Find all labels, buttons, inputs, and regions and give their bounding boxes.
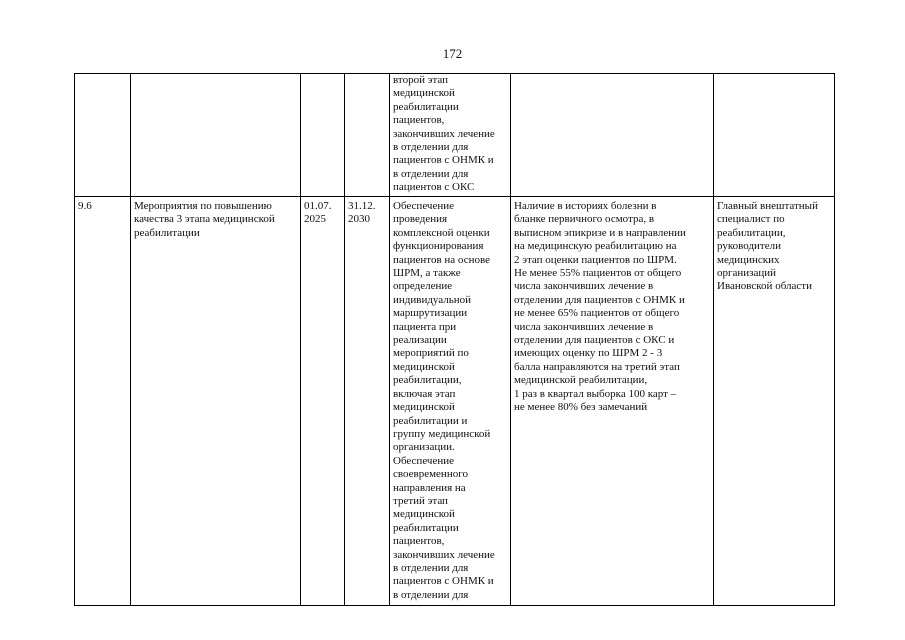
cont-desc-line: второй этап	[393, 74, 449, 86]
desc-line: третий этап	[393, 494, 448, 507]
cont-desc-line: пациентов с ОНМК и	[393, 154, 494, 167]
desc-line: индивидуальной	[393, 293, 472, 306]
cont-desc-line: в отделении для	[393, 141, 469, 154]
cont-start-cell	[301, 74, 345, 197]
start-date-line: 2025	[304, 213, 326, 226]
result-line: числа закончивших лечение в	[514, 280, 654, 293]
desc-line: реабилитации,	[393, 374, 462, 387]
result-line: 2 этап оценки пациентов по ШРМ.	[514, 253, 677, 266]
desc-line: определение	[393, 280, 453, 293]
table-row-continuation	[75, 74, 835, 197]
desc-line: функционирования	[393, 240, 484, 253]
end-date-line: 31.12.	[348, 200, 376, 212]
desc-line: своевременного	[393, 468, 468, 481]
desc-line: закончивших лечение	[393, 548, 495, 561]
result-cell	[511, 197, 714, 606]
responsible-cell	[714, 197, 835, 606]
end-date-line: 2030	[348, 213, 370, 226]
responsible-line: руководители	[717, 240, 781, 253]
desc-line: медицинской	[393, 360, 455, 373]
desc-line: Обеспечение	[393, 200, 454, 212]
result-line: отделении для пациентов с ОКС и	[514, 334, 675, 347]
cont-desc-line: в отделении для	[393, 167, 469, 180]
desc-line: Обеспечение	[393, 454, 454, 467]
cont-description-cell	[390, 74, 511, 197]
start-date-line: 01.07.	[304, 200, 332, 212]
desc-line: медицинской	[393, 508, 455, 521]
end-date-cell	[345, 197, 390, 606]
result-line: Наличие в историях болезни в	[514, 200, 657, 212]
desc-line: медицинской	[393, 401, 455, 414]
result-line: бланке первичного осмотра, в	[514, 213, 655, 226]
desc-line: реабилитации и	[393, 414, 468, 427]
desc-line: организации.	[393, 441, 455, 454]
desc-line: включая этап	[393, 387, 456, 400]
responsible-line: специалист по	[717, 213, 785, 226]
desc-line: мероприятий по	[393, 347, 469, 360]
desc-line: реализации	[393, 334, 447, 347]
desc-line: проведения	[393, 213, 448, 226]
start-date-cell	[301, 197, 345, 606]
event-cell: Мероприятия по повышению качества 3 этапа медицинской реабилитации	[131, 197, 301, 606]
desc-line: ШРМ, а также	[393, 267, 461, 280]
cont-end-cell	[345, 74, 390, 197]
result-line: 1 раз в квартал выборка 100 карт –	[514, 387, 677, 400]
desc-line: комплексной оценки	[393, 226, 490, 239]
desc-line: группу медицинской	[393, 427, 491, 440]
result-line: выписном эпикризе и в направлении	[514, 226, 686, 239]
description-cell	[390, 197, 511, 606]
cont-result-cell	[511, 74, 714, 197]
desc-line: пациентов,	[393, 535, 445, 548]
desc-line: маршрутизации	[393, 307, 468, 320]
result-line: не менее 80% без замечаний	[514, 401, 648, 414]
desc-line: в отделении для	[393, 561, 469, 574]
result-line: имеющих оценку по ШРМ 2 - 3	[514, 347, 663, 360]
result-line: числа закончивших лечение в	[514, 320, 654, 333]
cont-desc-line: закончивших лечение	[393, 127, 495, 140]
result-line: не менее 65% пациентов от общего	[514, 307, 680, 320]
result-line: балла направляются на третий этап	[514, 360, 680, 373]
result-line: медицинской реабилитации,	[514, 374, 648, 387]
cont-number-cell	[75, 74, 131, 197]
responsible-line: Ивановской области	[717, 280, 812, 293]
cont-desc-line: реабилитации	[393, 100, 459, 113]
desc-line: пациентов на основе	[393, 253, 490, 266]
desc-line: пациента при	[393, 320, 457, 333]
responsible-line: организаций	[717, 267, 777, 280]
responsible-line: реабилитации,	[717, 226, 786, 239]
responsible-line: медицинских	[717, 253, 780, 266]
desc-line: направления на	[393, 481, 466, 494]
cont-desc-line: пациентов,	[393, 114, 445, 127]
desc-line: пациентов с ОНМК и	[393, 575, 494, 588]
result-line: на медицинскую реабилитацию на	[514, 240, 677, 253]
cont-event-cell	[131, 74, 301, 197]
result-line: Не менее 55% пациентов от общего	[514, 267, 682, 280]
plan-table	[74, 73, 835, 606]
cont-desc-line: пациентов с ОКС	[393, 181, 475, 194]
result-line: отделении для пациентов с ОНМК и	[514, 293, 685, 306]
desc-line: в отделении для	[393, 588, 469, 601]
table-row-9-6	[75, 197, 835, 606]
responsible-line: Главный внештатный	[717, 200, 818, 212]
desc-line: реабилитации	[393, 521, 459, 534]
cont-desc-line: медицинской	[393, 87, 455, 100]
page-number: 172	[442, 46, 463, 61]
cont-responsible-cell	[714, 74, 835, 197]
row-number-cell: 9.6	[75, 197, 131, 606]
